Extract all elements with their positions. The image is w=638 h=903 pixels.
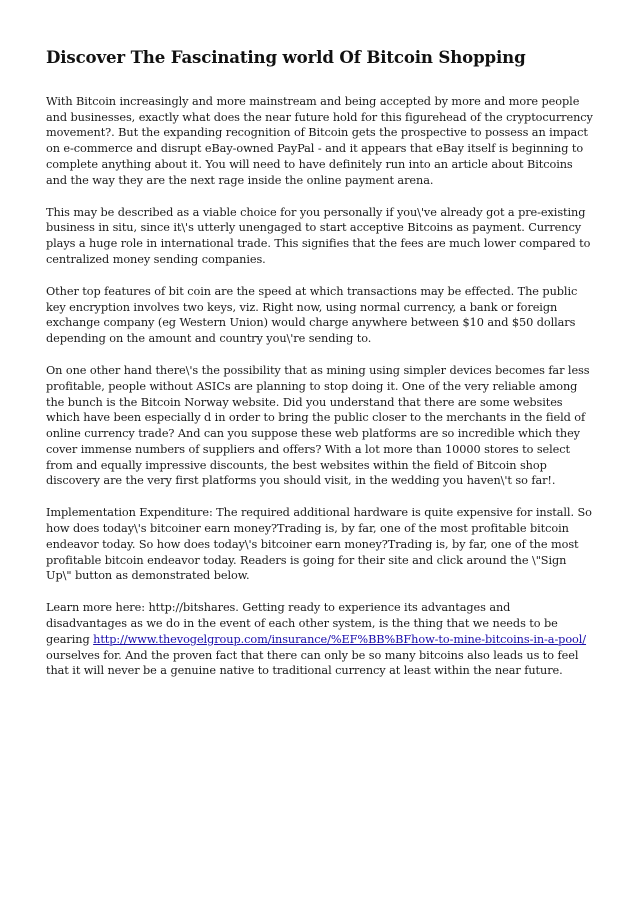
paragraph-features: Other top features of bit coin are the speed at which transactions may be effected. The public key encryption involves two keys, viz. Right now, using normal currency, a bank or foreign exchange company (eg Western Union) would charge anywhere between $10 and $50 dollars depending on the amount and country you\'re sending to. bbox=[46, 285, 578, 346]
paragraph-learn-more bbox=[46, 600, 594, 679]
paragraph-intro: With Bitcoin increasingly and more mainstream and being accepted by more and more people and businesses, exactly what does the near future hold for this figurehead of the cryptocurrency movement?. But the expanding recognition of Bitcoin gets the prospective to possess an impact on e-commerce and disrupt eBay-owned PayPal - and it appears that eBay itself is beginning to complete anything about it. You will need to have definitely run into an article about Bitcoins and the way they are the next rage inside the online payment arena. bbox=[46, 95, 593, 187]
thevogelgroup-link[interactable]: http://www.thevogelgroup.com/insurance/%EF%BB%BFhow-to-mine-bitcoins-in-a-pool/ bbox=[93, 632, 587, 646]
learn-more-text-before: Learn more here: http://bitshares. Getting ready to experience its advantages and disadvantages as we do in the event of each other system, is the thing that we needs to be gearing bbox=[46, 601, 558, 646]
learn-more-text-after: ourselves for. And the proven fact that there can only be so many bitcoins also leads us to feel that it will never be a genuine native to traditional currency at least within the near future. bbox=[46, 648, 579, 678]
paragraph-implementation: Implementation Expenditure: The required additional hardware is quite expensive for install. So how does today\'s bitcoiner earn money?Trading is, by far, one of the most profitable bitcoin endeavor today. So how does today\'s bitcoiner earn money?Trading is, by far, one of the most profitable bitcoin endeavor today. Readers is going for their site and click around the \"Sign Up\" button as demonstrated below. bbox=[46, 506, 592, 583]
paragraph-other-hand: On one other hand there\'s the possibility that as mining using simpler devices becomes far less profitable, people without ASICs are planning to stop doing it. One of the very reliable among the bunch is the Bitcoin Norway website. Did you understand that there are some websites which have been especially d in order to bring the public closer to the merchants in the field of online currency trade? And can you suppose these web platforms are so incredible which they cover immense numbers of suppliers and offers? With a lot more than 10000 stores to select from and equally impressive discounts, the best websites within the field of Bitcoin shop discovery are the very first platforms you should visit, in the wedding you haven\'t so far!. bbox=[46, 364, 590, 488]
document-title: Discover The Fascinating world Of Bitcoin Shopping bbox=[46, 47, 526, 67]
document-body bbox=[46, 94, 594, 679]
document-page bbox=[46, 46, 594, 696]
paragraph-viable-choice: This may be described as a viable choice for you personally if you\'ve already got a pre-existing business in situ, since it\'s utterly unengaged to start acceptive Bitcoins as payment. Currency plays a huge role in international trade. This signifies that the fees are much lower compared to centralized money sending companies. bbox=[46, 205, 591, 266]
